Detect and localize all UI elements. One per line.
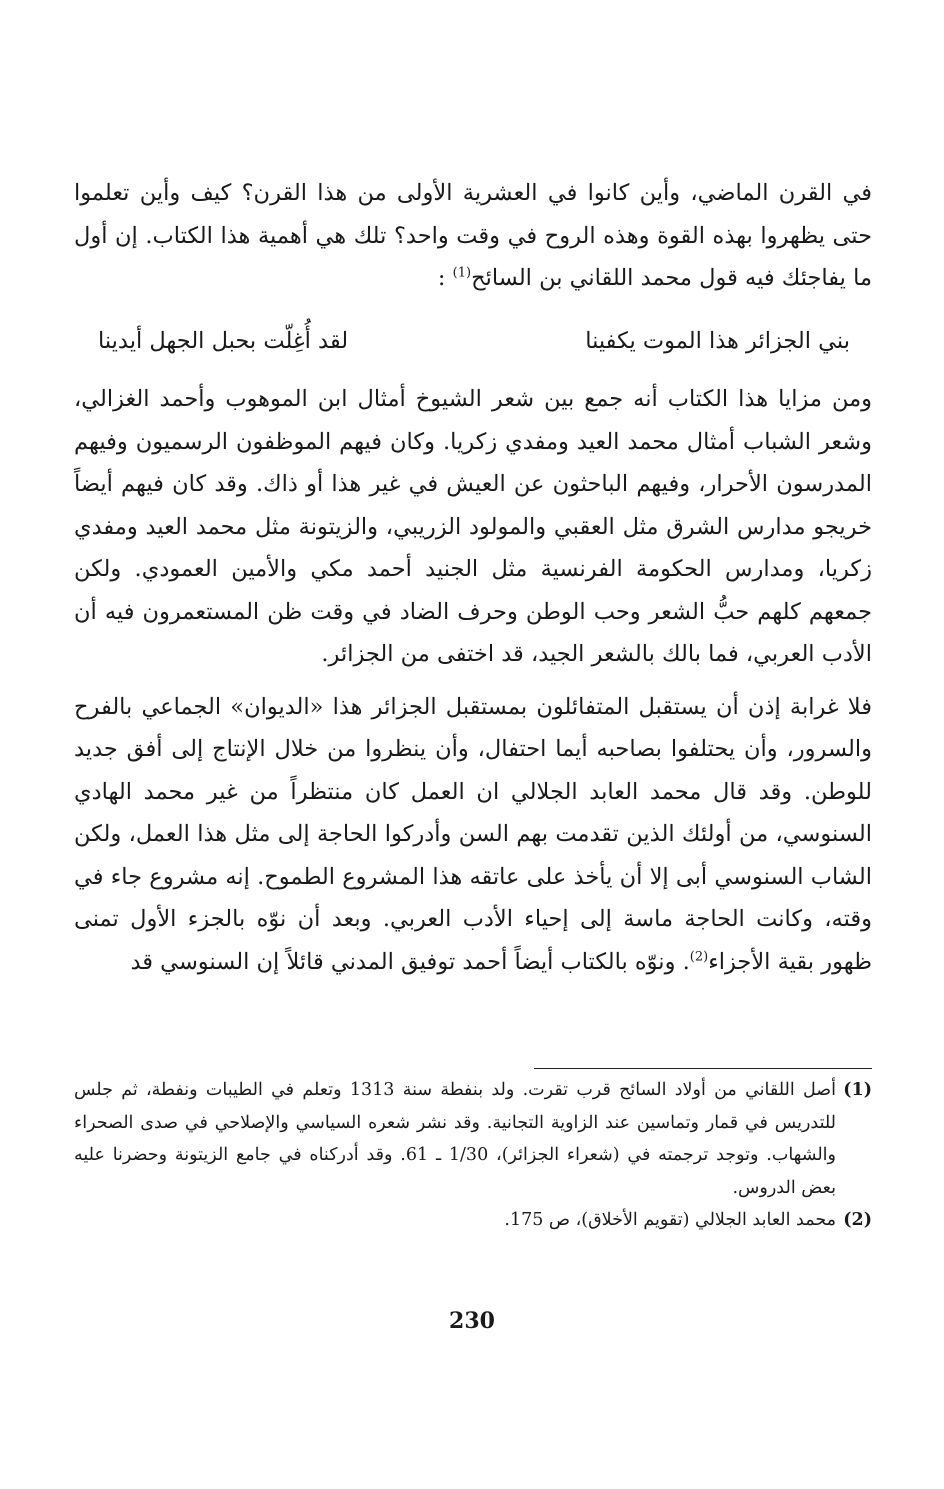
poem-verse <box>74 320 872 363</box>
paragraph-3 <box>74 686 872 984</box>
main-text <box>74 172 872 983</box>
paragraph-1-end: : <box>437 265 446 291</box>
footnote-1-text: أصل اللقاني من أولاد السائح قرب تقرت. ولد بنفطة سنة 1313 وتعلم في الطيبات ونفطة، ثم جلس للتدريس في قمار وتماسين عند الزاوية التجانية. وقد نشر شعره السياسي والإصلاحي في صدى الصحراء والشهاب. وتوجد ترجمته في (شعراء الجزائر)، 1/30 ـ 61. وقد أدركناه في جامع الزيتونة وحضرنا عليه بعض الدروس. <box>74 1080 836 1198</box>
verse-first-hemistich: بني الجزائر هذا الموت يكفينا <box>585 327 850 354</box>
footnote-1 <box>74 1074 872 1204</box>
verse-second-hemistich: لقد أُغِلّت بحبل الجهل أيدينا <box>98 327 349 354</box>
footnote-ref-2[interactable]: (2) <box>689 949 709 964</box>
paragraph-3-end: . ونوّه بالكتاب أيضاً أحمد توفيق المدني قائلاً إن السنوسي قد <box>130 948 690 975</box>
paragraph-1 <box>74 172 872 300</box>
footnote-2-number: (2) <box>843 1210 872 1230</box>
footnotes <box>74 1074 872 1237</box>
page-number: 230 <box>449 1308 495 1334</box>
footnote-2-text: محمد العابد الجلالي (تقويم الأخلاق)، ص 175. <box>504 1210 836 1230</box>
paragraph-3-text: فلا غرابة إذن أن يستقبل المتفائلون بمستقبل الجزائر هذا «الديوان» الجماعي بالفرح والسرور، وأن يحتلفوا بصاحبه أيما احتفال، وأن ينظروا من خلال الإنتاج إلى أفق جديد للوطن. وقد قال محمد العابد الجلالي ان العمل كان منتظراً من غير محمد الهادي السنوسي، من أولئك الذين تقدمت بهم السن وأدركوا الحاجة إلى مثل هذا العمل، ولكن الشاب السنوسي أبى إلا أن يأخذ على عاتقه هذا المشروع الطموح. إنه مشروع جاء في وقته، وكانت الحاجة ماسة إلى إحياء الأدب العربي. وبعد أن نوّه بالجزء الأول تمنى ظهور بقية الأجزاء <box>74 693 872 975</box>
paragraph-2: ومن مزايا هذا الكتاب أنه جمع بين شعر الشيوخ أمثال ابن الموهوب وأحمد الغزالي، وشعر الشباب أمثال محمد العيد ومفدي زكريا. وكان فيهم الموظفون الرسميون وفيهم المدرسون الأحرار، وفيهم الباحثون عن العيش في غير هذا أو ذاك. وقد كان فيهم أيضاً خريجو مدارس الشرق مثل العقبي والمولود الزريبي، والزيتونة مثل محمد العيد ومفدي زكريا، ومدارس الحكومة الفرنسية مثل الجنيد أحمد مكي والأمين العمودي. ولكن جمعهم كلهم حبُّ الشعر وحب الوطن وحرف الضاد في وقت ظن المستعمرون فيه أن الأدب العربي، فما بالك بالشعر الجيد، قد اختفى من الجزائر. <box>74 386 872 667</box>
paragraph-1-text: في القرن الماضي، وأين كانوا في العشرية الأولى من هذا القرن؟ كيف وأين تعلموا حتى يظهروا بهذه القوة وهذه الروح في وقت واحد؟ تلك هي أهمية هذا الكتاب. إن أول ما يفاجئك فيه قول محمد اللقاني بن السائح <box>74 180 872 291</box>
footnote-2 <box>74 1204 872 1237</box>
footnote-separator <box>534 1068 872 1069</box>
footnote-ref-1[interactable]: (1) <box>452 265 472 281</box>
footnote-1-number: (1) <box>843 1080 872 1100</box>
